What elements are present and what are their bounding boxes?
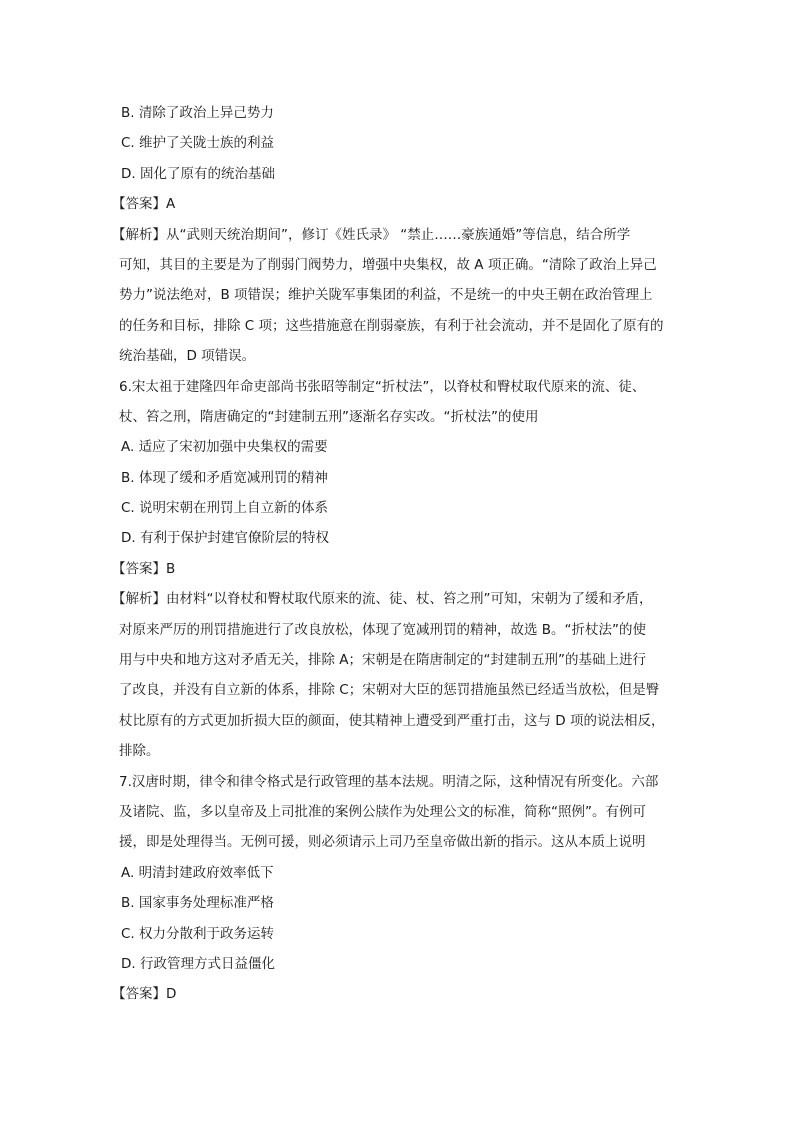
q7-stem-line-3: 援，即是处理得当。无例可援，则必须请示上司乃至皇帝做出新的指示。这从本质上说明: [119, 834, 646, 851]
q5-explanation-line-2: 可知，其目的主要是为了削弱门阀势力，增强中央集权，故 A 项正确。“清除了政治上异己: [119, 256, 657, 273]
q6-stem-line-1: 6.宋太祖于建隆四年命吏部尚书张昭等制定“折杖法”，以脊杖和臀杖取代原来的流、徒、: [119, 378, 646, 395]
q6-option-b: B. 体现了缓和矛盾宽减刑罚的精神: [121, 469, 328, 486]
q5-option-c: C. 维护了关陇士族的利益: [121, 135, 275, 152]
q7-stem-line-1: 7.汉唐时期，律令和律令格式是行政管理的基本法规。明清之际，这种情况有所变化。六部: [119, 773, 659, 790]
q6-stem-line-2: 杖、笞之刑，隋唐确定的“封建制五刑”逐渐名存实改。“折杖法”的使用: [119, 408, 539, 425]
q6-option-a: A. 适应了宋初加强中央集权的需要: [121, 439, 328, 456]
q5-explanation-line-3: 势力”说法绝对，B 项错误；维护关陇军事集团的利益，不是统一的中央王朝在政治管理上: [119, 287, 653, 304]
q5-option-d: D. 固化了原有的统治基础: [121, 165, 275, 182]
q6-explanation-line-6: 排除。: [119, 743, 160, 760]
q7-option-c: C. 权力分散利于政务运转: [121, 925, 275, 942]
q7-option-d: D. 行政管理方式日益僵化: [121, 955, 275, 972]
q7-option-a: A. 明清封建政府效率低下: [121, 864, 274, 881]
q6-explanation-line-3: 用与中央和地方这对矛盾无关，排除 A；宋朝是在隋唐制定的“封建制五刑”的基础上进行: [119, 652, 647, 669]
q7-answer: 【答案】D: [112, 986, 177, 1003]
q5-explanation-line-4: 的任务和目标，排除 C 项；这些措施意在削弱豪族，有利于社会流动，并不是固化了原有的: [119, 317, 664, 334]
q5-option-b: B. 清除了政治上异己势力: [121, 105, 274, 121]
q6-option-d: D. 有利于保护封建官僚阶层的特权: [121, 530, 329, 547]
q5-explanation-line-1: 【解析】从“武则天统治期间”，修订《姓氏录》 “禁止……豪族通婚”等信息，结合所学: [112, 226, 631, 243]
q6-answer: 【答案】B: [112, 560, 176, 577]
q7-option-b: B. 国家事务处理标准严格: [121, 895, 274, 912]
q5-answer: 【答案】A: [112, 196, 176, 213]
document-page: [112, 98, 679, 1010]
q6-explanation-line-1: 【解析】由材料“以脊杖和臀杖取代原来的流、徒、杖、笞之刑”可知，宋朝为了缓和矛盾，: [112, 591, 653, 608]
q6-explanation-line-5: 杖比原有的方式更加折损大臣的颜面，使其精神上遭受到严重打击，这与 D 项的说法相反，: [119, 712, 665, 729]
q7-stem-line-2: 及诸院、监，多以皇帝及上司批准的案例公牍作为处理公文的标准，简称“照例”。有例可: [119, 803, 646, 820]
q6-option-c: C. 说明宋朝在刑罚上自立新的体系: [121, 500, 329, 517]
q6-explanation-line-4: 了改良，并没有自立新的体系，排除 C；宋朝对大臣的惩罚措施虽然已经适当放松，但是臀: [119, 682, 660, 699]
q5-explanation-line-5: 统治基础，D 项错误。: [119, 348, 256, 365]
q6-explanation-line-2: 对原来严厉的刑罚措施进行了改良放松，体现了宽减刑罚的精神，故选 B。“折杖法”的使: [119, 621, 647, 638]
